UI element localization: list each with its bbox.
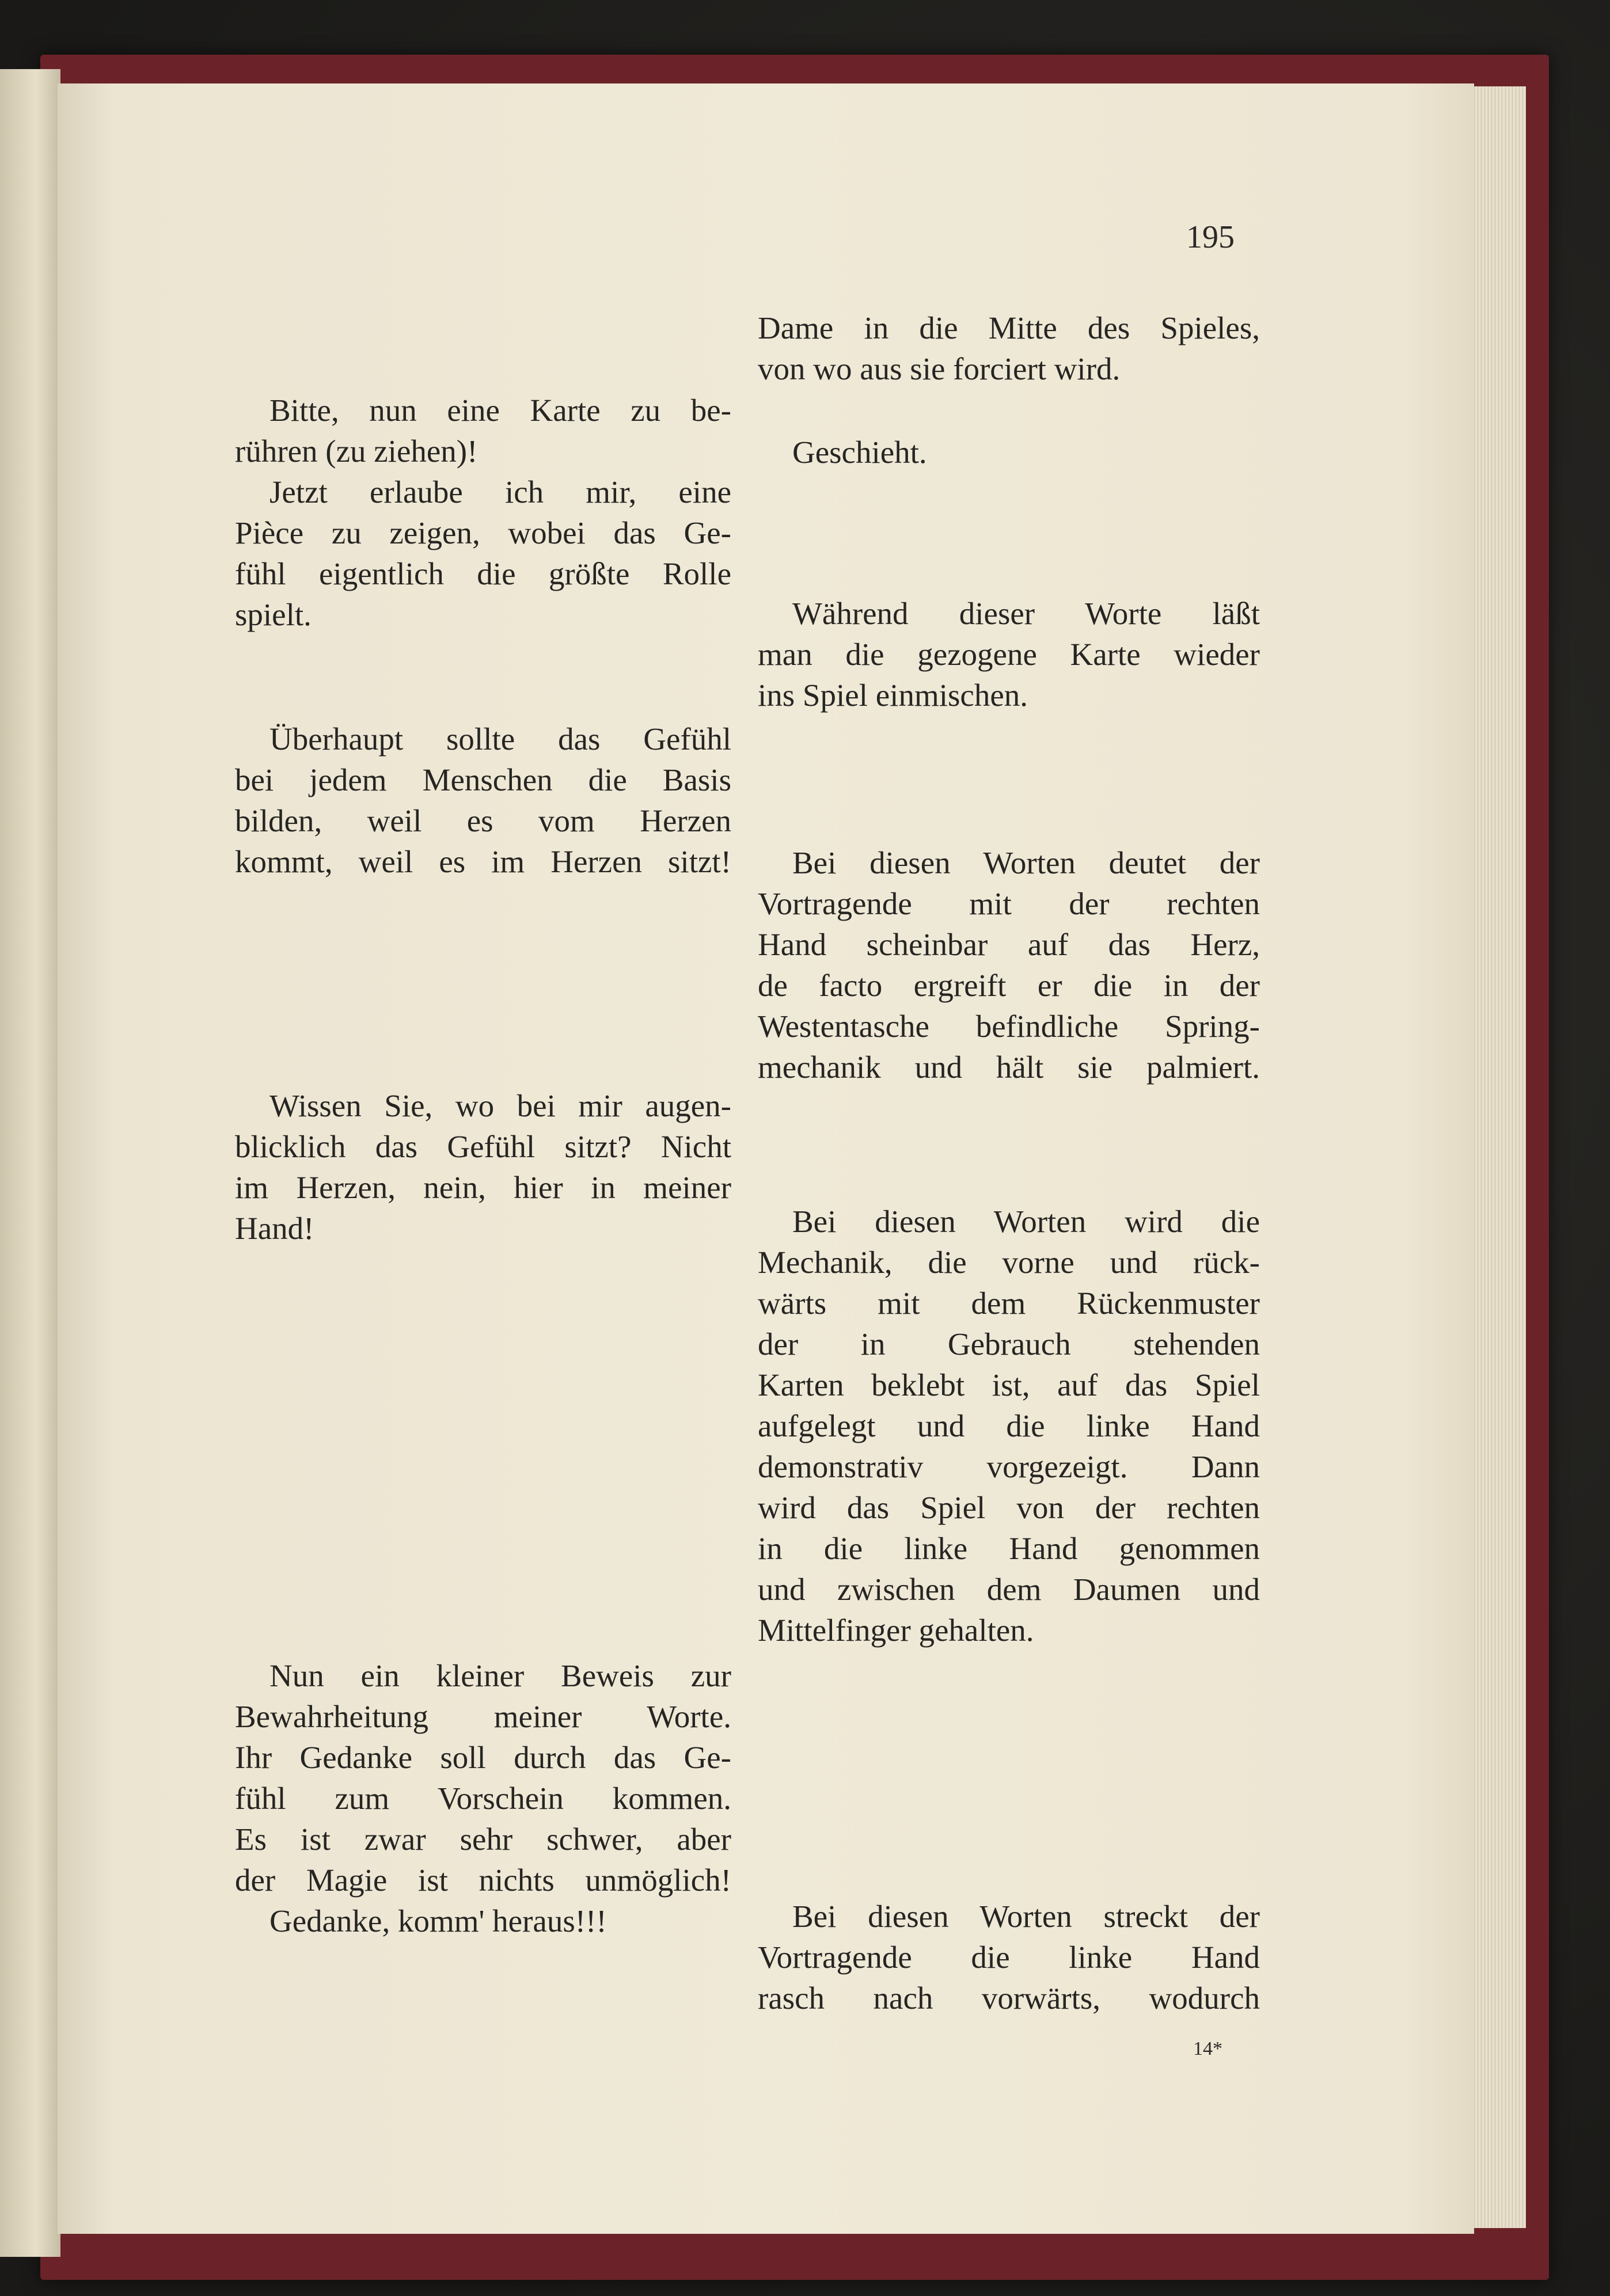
text-line: Es ist zwar sehr schwer, aber	[235, 1822, 731, 1857]
text-line: Nun ein kleiner Beweis zur	[269, 1658, 731, 1693]
paragraph-bei-mechanik	[758, 1201, 1260, 1651]
text-line: bei jedem Menschen die Basis	[235, 762, 731, 797]
text-line: man die gezogene Karte wieder	[758, 637, 1260, 672]
paragraph-bei-herz	[758, 842, 1260, 1088]
text-line: de facto ergreift er die in der	[758, 968, 1260, 1003]
paragraph-nun	[235, 1655, 731, 1941]
text-line: Westentasche befindliche Spring-	[758, 1009, 1260, 1044]
text-line: Hand scheinbar auf das Herz,	[758, 927, 1260, 962]
text-line: Überhaupt sollte das Gefühl	[269, 721, 731, 757]
text-line: Vortragende mit der rechten	[758, 886, 1260, 921]
text-line: Bitte, nun eine Karte zu be-	[269, 393, 731, 428]
text-line: im Herzen, nein, hier in meiner	[235, 1170, 731, 1205]
text-line: Mittelfinger gehalten.	[758, 1613, 1034, 1648]
text-line: spielt.	[235, 597, 312, 632]
text-line: Mechanik, die vorne und rück-	[758, 1245, 1260, 1280]
text-line: Wissen Sie, wo bei mir augen-	[269, 1088, 731, 1123]
text-line: demonstrativ vorgezeigt. Dann	[758, 1449, 1260, 1484]
paragraph-jetzt	[235, 472, 731, 635]
text-line: Jetzt erlaube ich mir, eine	[269, 474, 731, 510]
paragraph-ueberhaupt	[235, 719, 731, 882]
text-line: Bei diesen Worten wird die	[792, 1204, 1260, 1239]
paragraph-geschieht	[758, 432, 1260, 473]
left-page-edge	[0, 69, 60, 2257]
text-line: und zwischen dem Daumen und	[758, 1572, 1260, 1607]
paragraph-bitte	[235, 390, 731, 472]
paragraph-wissen	[235, 1085, 731, 1249]
text-line: bilden, weil es vom Herzen	[235, 803, 731, 838]
text-line: Während dieser Worte läßt	[792, 596, 1260, 631]
text-line: rasch nach vorwärts, wodurch	[758, 1981, 1260, 2016]
text-line: Hand!	[235, 1211, 314, 1246]
paragraph-bei-streckt	[758, 1896, 1260, 2018]
text-line: aufgelegt und die linke Hand	[758, 1408, 1260, 1443]
text-line: der Magie ist nichts unmöglich!	[235, 1862, 731, 1898]
text-line: kommt, weil es im Herzen sitzt!	[235, 844, 731, 879]
text-line: wird das Spiel von der rechten	[758, 1490, 1260, 1525]
page-stack-edge	[1468, 86, 1526, 2228]
text-line: Bewahrheitung meiner Worte.	[235, 1699, 731, 1734]
text-line: ins Spiel einmischen.	[758, 678, 1028, 713]
text-line: Bei diesen Worten streckt der	[792, 1899, 1260, 1934]
paragraph-waehrend	[758, 593, 1260, 716]
text-line: Gedanke, komm' heraus!!!	[269, 1903, 607, 1938]
text-line: Geschieht.	[792, 435, 927, 470]
text-line: blicklich das Gefühl sitzt? Nicht	[235, 1129, 731, 1164]
signature-mark: 14*	[1193, 2038, 1222, 2059]
page-number: 195	[1186, 219, 1235, 255]
text-line: fühl zum Vorschein kommen.	[235, 1781, 731, 1816]
text-line: fühl eigentlich die größte Rolle	[235, 556, 731, 591]
text-line: Pièce zu zeigen, wobei das Ge-	[235, 515, 731, 550]
text-line: von wo aus sie forciert wird.	[758, 351, 1121, 386]
text-line: Dame in die Mitte des Spieles,	[758, 310, 1260, 345]
text-line: in die linke Hand genommen	[758, 1531, 1260, 1566]
text-line: mechanik und hält sie palmiert.	[758, 1050, 1260, 1085]
text-line: wärts mit dem Rückenmuster	[758, 1286, 1260, 1321]
text-line: Vortragende die linke Hand	[758, 1940, 1260, 1975]
text-line: rühren (zu ziehen)!	[235, 434, 478, 469]
text-line: Bei diesen Worten deutet der	[792, 845, 1260, 880]
paragraph-dame	[758, 307, 1260, 389]
text-line: Karten beklebt ist, auf das Spiel	[758, 1367, 1260, 1402]
text-line: Ihr Gedanke soll durch das Ge-	[235, 1740, 731, 1775]
text-line: der in Gebrauch stehenden	[758, 1326, 1260, 1362]
